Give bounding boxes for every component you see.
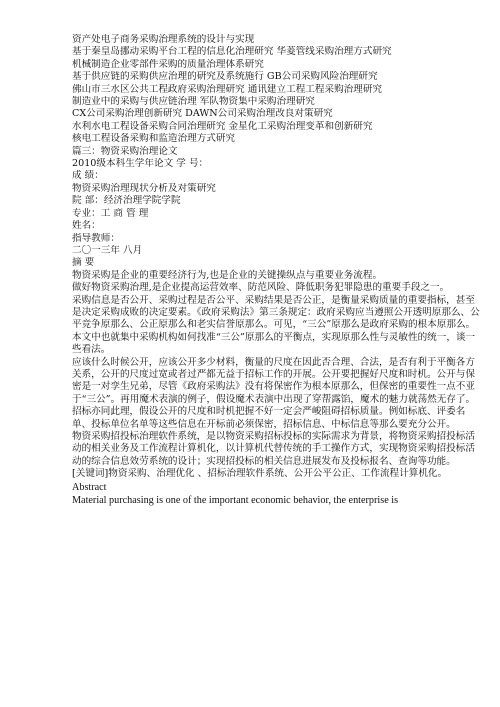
abstract-body-cn [72, 270, 480, 481]
thesis-department: 院 部：经济治理学院学院 [72, 195, 181, 207]
abstract-heading-cn: 摘 要 [72, 257, 95, 269]
abstract-heading-en: Abstract [72, 481, 107, 493]
paragraph: 应该什么时候公开，应该公开多少材料，衡量的尺度在因此否合理、合法，是否有利于平衡各方关系，公开的尺度过宽或者过严都无益于招标工作的开展。公开要把握好尺度和时机。公开与保密是一对孪生兄弟，尽管《政府采购法》没有将保密作为根本原那么，但保密的重要性一点不亚于“三公”。再用魔术表演的例子，假设魔术表演中出现了穿帮露馅，魔术的魅力就荡然无存了。招标亦同此理，假设公开的尺度和时机把握不好一定会严峻阻碍招标质量。例如标底、评委名单、投标单位名单等这些信息在开标前必须保密，招标信息、中标信息等那么要充分公开。 [72, 356, 476, 430]
related-titles-list [72, 34, 480, 146]
thesis-major: 专业：工 商 管 理 [72, 207, 149, 219]
paragraph: 采购信息是否公开、采购过程是否公平、采购结果是否公正，是衡量采购质量的重要指标，甚至是决定采购成败的决定要素。《政府采购法》第三条规定：政府采购应当遵照公开透明原那么、公平竞争原那么、公正原那么和老实信誉原那么。可见，“三公”原那么是政府采购的根本原那么。本文中也就集中采购机构如何找准“三公”原那么的平衡点，实现原那么性与灵敏性的统一，谈一些看法。 [72, 294, 480, 356]
thesis-date: 二〇一三年 八月 [72, 244, 143, 256]
abstract-text-en: Material purchasing is one of the important economic behavior, the enterprise is [72, 494, 399, 506]
thesis-grade: 成 绩： [72, 170, 104, 182]
list-item: 基于秦皇岛挪动采购平台工程的信息化治理研究 华菱管线采购治理方式研究 [72, 46, 392, 58]
abstract-en-section [72, 481, 480, 507]
paragraph: 物资采购招投标治理软件系统，是以物资采购招标投标的实际需求为背景，将物资采购招投标活动的相关业务及工作流程计算机化，以计算机代替传统的手工操作方式，实现物资采购招投标活动的综合信息效劳系统的设计；实现招投标的相关信息进展发布及投标报名、查询等功能。 [72, 431, 475, 467]
thesis-title: 物资采购治理现状分析及对策研究 [72, 182, 216, 194]
list-item: 基于供应链的采购供应治理的研究及系统施行 GB公司采购风险治理研究 [72, 71, 378, 83]
section-heading: 篇三：物资采购治理论文 [72, 145, 178, 157]
list-item: 核电工程设备采购和监造治理方式研究 [72, 133, 236, 145]
paragraph: 物资采购是企业的重要经济行为,也是企业的关键操纵点与重要业务流程。 [72, 269, 383, 281]
list-item: 佛山市三水区公共工程政府采购治理研究 通讯建立工程工程采购治理研究 [72, 83, 383, 95]
list-item: 资产处电子商务采购治理系统的设计与实现 [72, 34, 255, 45]
paragraph: 做好物资采购治理,是企业提高运营效率、防范风险、降低职务犯罪隐患的重要手段之一。 [72, 282, 450, 294]
thesis-name: 姓名： [72, 220, 101, 232]
thesis-meta: 2010级本科生学年论文 学 号： [72, 158, 209, 170]
list-item: CX公司采购治理创新研究 DAWN公司采购治理改良对策研究 [72, 108, 333, 120]
thesis-header [72, 146, 480, 270]
keywords: [关键词]物资采购、治理优化 、招标治理软件系统、公开公平公正、工作流程计算机化。 [72, 468, 448, 480]
thesis-advisor: 指导教师： [72, 232, 120, 244]
list-item: 制造业中的采购与供应链治理 军队物资集中采购治理研究 [72, 96, 315, 108]
list-item: 机械制造企业零部件采购的质量治理体系研究 [72, 58, 264, 70]
list-item: 水利水电工程设备采购合同治理研究 金星化工采购治理变革和创新研究 [72, 120, 373, 132]
